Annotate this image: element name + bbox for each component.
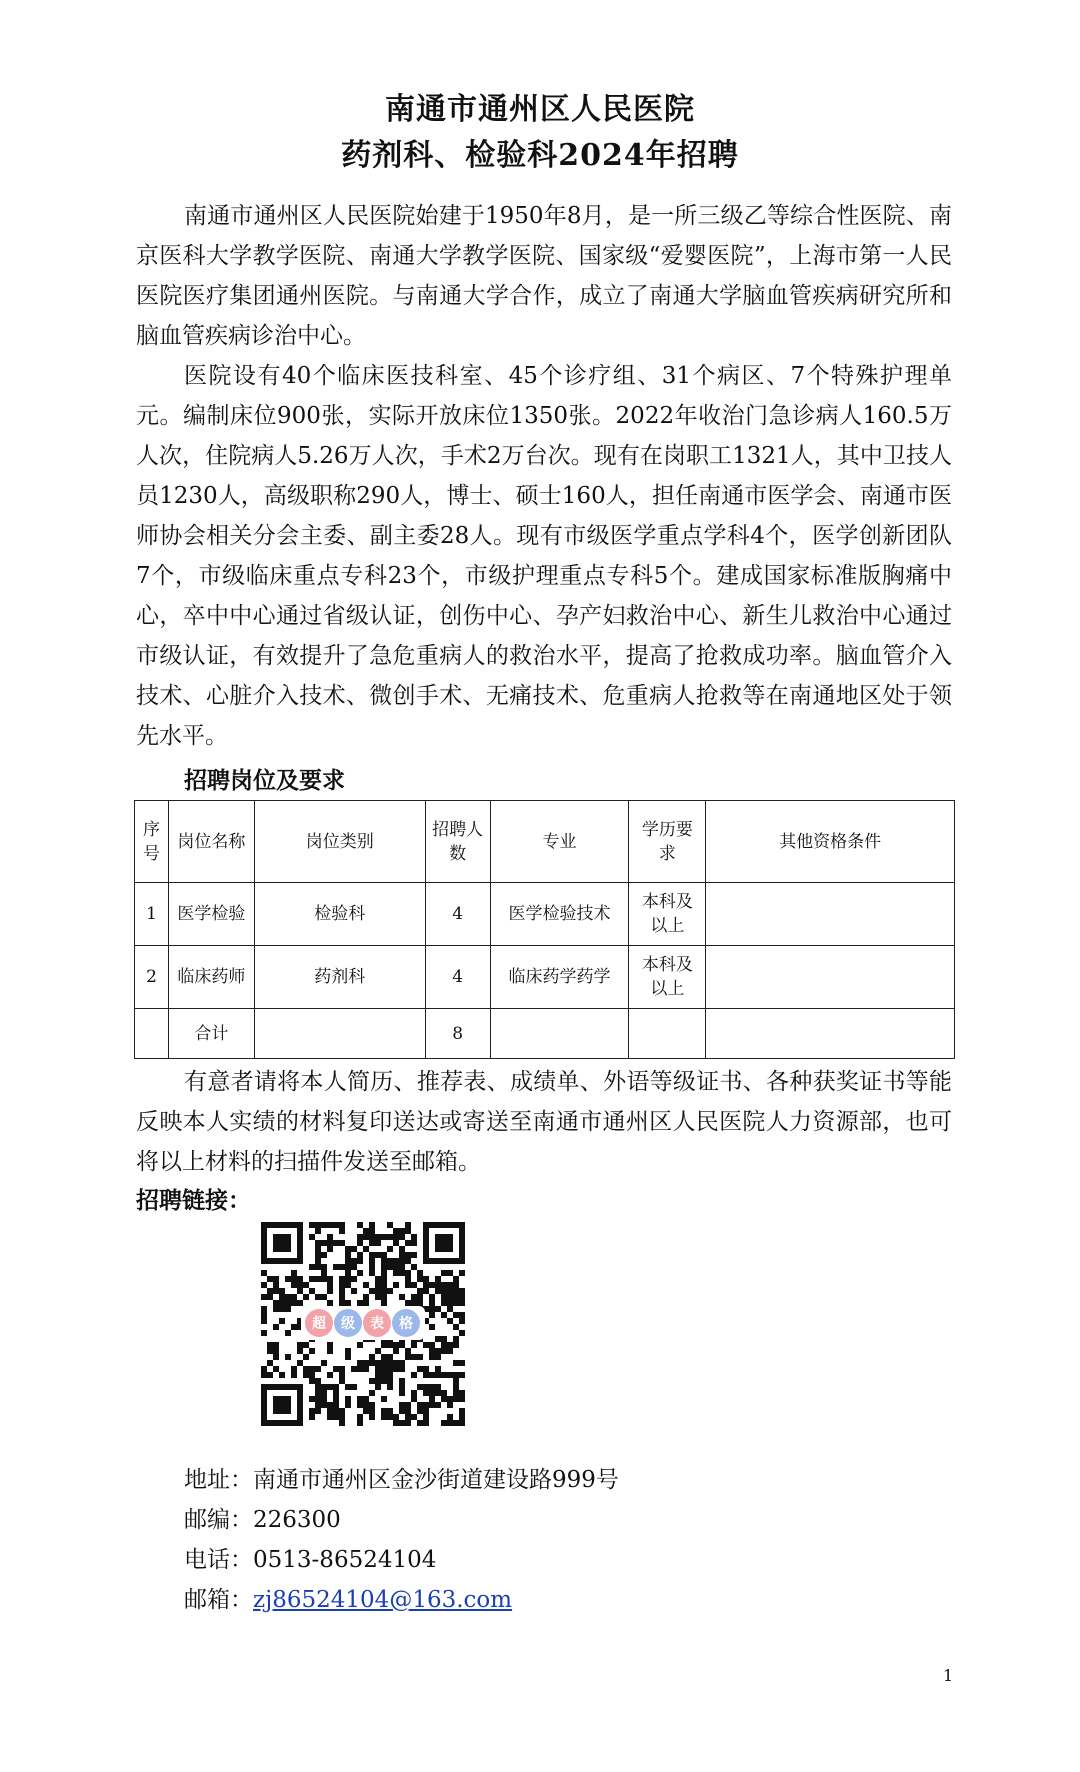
cell-name: 医学检验 — [168, 883, 254, 946]
cell-major: 临床药学药学 — [490, 946, 629, 1009]
phone-value: 0513-86524104 — [253, 1547, 437, 1573]
header-no: 序号 — [135, 801, 169, 883]
header-category: 岗位类别 — [254, 801, 425, 883]
table-total-row — [135, 1009, 955, 1059]
cell-count: 4 — [425, 883, 490, 946]
header-count: 招聘人数 — [425, 801, 490, 883]
recruit-link-label: 招聘链接： — [136, 1187, 251, 1214]
header-other: 其他资格条件 — [706, 801, 955, 883]
cell-total-count: 8 — [425, 1009, 490, 1059]
address-value: 南通市通州区金沙街道建设路999号 — [253, 1467, 619, 1493]
document-title-line1: 南通市通州区人民医院 — [385, 92, 695, 127]
cell-no: 1 — [135, 883, 169, 946]
page-number: 1 — [943, 1666, 954, 1685]
qr-overlay-char: 超 — [312, 1316, 326, 1332]
header-name: 岗位名称 — [168, 801, 254, 883]
table-row — [135, 883, 955, 946]
cell-other — [706, 1009, 955, 1059]
cell-other — [706, 946, 955, 1009]
positions-table — [134, 800, 955, 1059]
postcode-label: 邮编： — [184, 1507, 253, 1533]
qr-overlay-char: 格 — [399, 1316, 413, 1332]
contact-postcode — [184, 1500, 341, 1540]
cell-category: 药剂科 — [254, 946, 425, 1009]
cell-category: 检验科 — [254, 883, 425, 946]
contact-address — [184, 1460, 619, 1500]
cell-category — [254, 1009, 425, 1059]
header-major: 专业 — [490, 801, 629, 883]
contact-email — [184, 1580, 512, 1620]
cell-count: 4 — [425, 946, 490, 1009]
header-edu: 学历要求 — [629, 801, 706, 883]
postcode-value: 226300 — [253, 1507, 341, 1533]
cell-other — [706, 883, 955, 946]
section-title-positions: 招聘岗位及要求 — [184, 767, 345, 794]
document-title-line2: 药剂科、检验科2024年招聘 — [341, 138, 739, 173]
intro-paragraph-2: 医院设有40个临床医技科室、45个诊疗组、31个病区、7个特殊护理单元。编制床位900张，实际开放床位1350张。2022年收治门急诊病人160.5万人次，住院病人5.26万人次，手术2万台次。现有在岗职工1321人，其中卫技人员1230人，高级职称290人，博士、硕士160人，担任南通市医学会、南通市医师协会相关分会主委、副主委28人。现有市级医学重点学科4个，医学创新团队7个，市级临床重点专科23个，市级护理重点专科5个。建成国家标准版胸痛中心，卒中中心通过省级认证，创伤中心、孕产妇救治中心、新生儿救治中心通过市级认证，有效提升了急危重病人的救治水平，提高了抢救成功率。脑血管介入技术、心脏介入技术、微创手术、无痛技术、危重病人抢救等在南通地区处于领先水平。 — [136, 363, 952, 749]
cell-total-label: 合计 — [168, 1009, 254, 1059]
address-label: 地址： — [184, 1467, 253, 1493]
email-label: 邮箱： — [184, 1587, 253, 1613]
cell-edu: 本科及以上 — [629, 946, 706, 1009]
email-link[interactable]: zj86524104@163.com — [253, 1587, 513, 1613]
table-row — [135, 946, 955, 1009]
qr-overlay-char: 表 — [370, 1316, 384, 1332]
cell-edu — [629, 1009, 706, 1059]
qr-code-icon[interactable] — [261, 1222, 465, 1426]
cell-no — [135, 1009, 169, 1059]
phone-label: 电话： — [184, 1547, 253, 1573]
contact-phone — [184, 1540, 436, 1580]
cell-major — [490, 1009, 629, 1059]
cell-no: 2 — [135, 946, 169, 1009]
cell-major: 医学检验技术 — [490, 883, 629, 946]
intro-paragraph-1: 南通市通州区人民医院始建于1950年8月，是一所三级乙等综合性医院、南京医科大学教学医院、南通大学教学医院、国家级“爱婴医院”，上海市第一人民医院医疗集团通州医院。与南通大学合作，成立了南通大学脑血管疾病研究所和脑血管疾病诊治中心。 — [136, 203, 952, 349]
cell-edu: 本科及以上 — [629, 883, 706, 946]
cell-name: 临床药师 — [168, 946, 254, 1009]
qr-overlay-char: 级 — [341, 1316, 355, 1332]
application-instructions: 有意者请将本人简历、推荐表、成绩单、外语等级证书、各种获奖证书等能反映本人实绩的材料复印送达或寄送至南通市通州区人民医院人力资源部，也可将以上材料的扫描件发送至邮箱。 — [136, 1069, 952, 1175]
table-header-row — [135, 801, 955, 883]
